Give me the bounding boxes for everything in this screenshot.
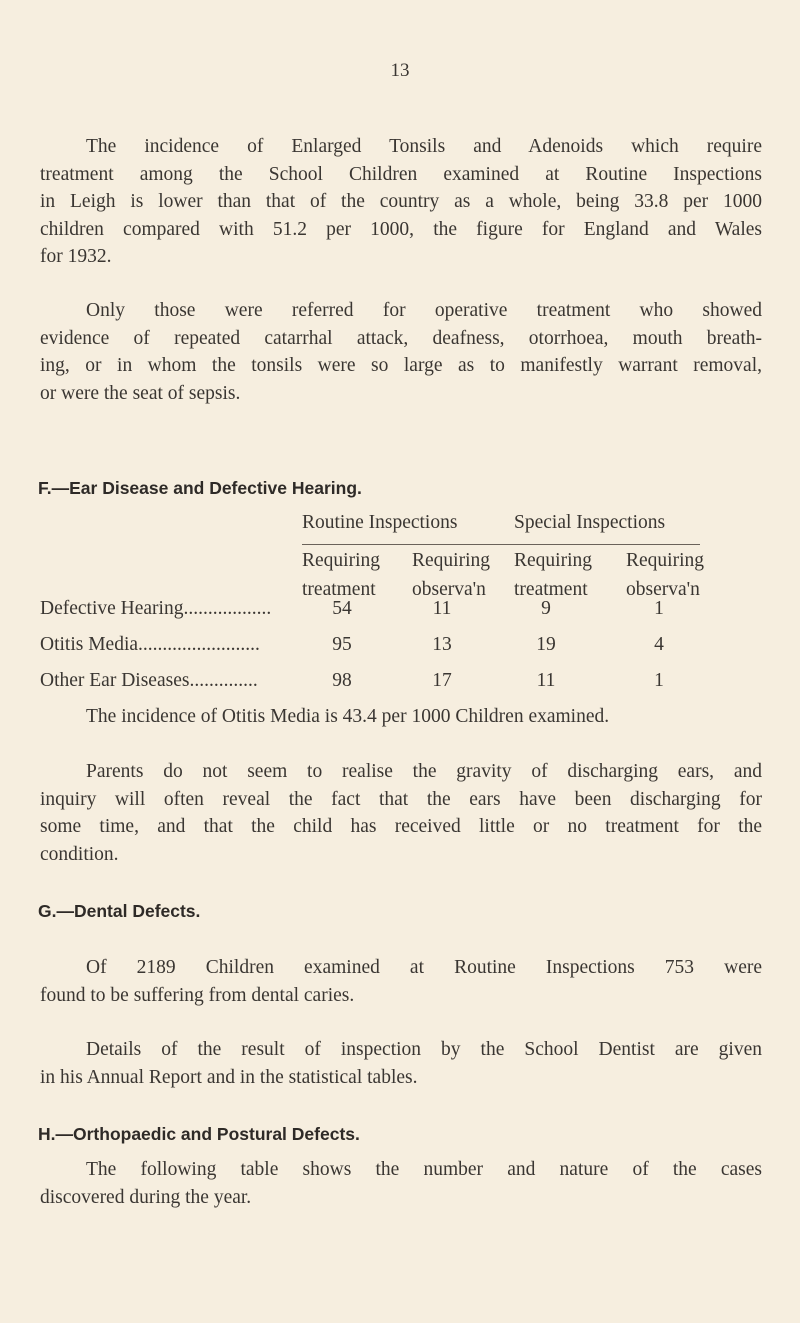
- text-line: The following table shows the number and nature of the cases: [86, 1159, 762, 1180]
- paragraph-dental-details: [40, 1036, 762, 1091]
- text-line: ing, or in whom the tonsils were so large as to manifestly warrant removal,: [40, 355, 762, 376]
- heading-dental: G.—Dental Defects.: [38, 901, 201, 921]
- text-line: Parents do not seem to realise the gravity of discharging ears, and: [86, 761, 762, 782]
- paragraph-otitis-incidence: [40, 703, 762, 731]
- column-header: observa'n: [412, 579, 486, 600]
- column-header: treatment: [514, 579, 588, 600]
- table-cell: 95: [332, 634, 352, 655]
- table-cell: 1: [654, 670, 664, 691]
- text-line: for 1932.: [40, 246, 112, 267]
- group-header-routine: Routine Inspections: [302, 512, 458, 533]
- table-cell: 98: [332, 670, 352, 691]
- text-line: evidence of repeated catarrhal attack, deafness, otorrhoea, mouth breath-: [40, 327, 762, 349]
- table-cell: 4: [654, 634, 664, 655]
- column-header: Requiring: [626, 550, 704, 571]
- column-header: Requiring: [514, 550, 592, 571]
- text-line: Of 2189 Children examined at Routine Inspections 753 were: [86, 957, 762, 978]
- paragraph-orthopaedic: [40, 1156, 762, 1211]
- table-cell: 54: [332, 598, 352, 619]
- paragraph-parents: [40, 758, 762, 868]
- heading-orthopaedic: H.—Orthopaedic and Postural Defects.: [38, 1124, 360, 1144]
- table-cell: 17: [432, 670, 452, 691]
- text-line: found to be suffering from dental caries.: [40, 984, 355, 1006]
- paragraph-dental-caries: [40, 954, 762, 1009]
- text-line: The incidence of Otitis Media is 43.4 per 1000 Children examined.: [86, 706, 610, 727]
- text-line: treatment among the School Children examined at Routine Inspections: [40, 163, 762, 185]
- row-label: Defective Hearing..................: [40, 598, 272, 619]
- column-header: treatment: [302, 579, 376, 600]
- header-rule: [302, 544, 700, 545]
- paragraph-operative: [40, 297, 762, 407]
- text-line: Only those were referred for operative treatment who showed: [86, 300, 762, 321]
- text-line: condition.: [40, 843, 119, 865]
- table-cell: 11: [432, 598, 452, 619]
- paragraph-tonsils: [40, 133, 762, 271]
- text-line: some time, and that the child has received little or no treatment for the: [40, 816, 762, 837]
- table-cell: 19: [536, 634, 556, 655]
- table-cell: 1: [654, 598, 664, 619]
- text-line: discovered during the year.: [40, 1186, 252, 1208]
- text-line: children compared with 51.2 per 1000, the figure for England and Wales: [40, 218, 762, 240]
- heading-ear-disease: F.—Ear Disease and Defective Hearing.: [38, 478, 362, 498]
- page-number: 13: [390, 60, 410, 81]
- text-line: or were the seat of sepsis.: [40, 382, 241, 404]
- column-header: observa'n: [626, 579, 700, 600]
- row-label: Otitis Media.........................: [40, 634, 260, 655]
- text-line: in his Annual Report and in the statistical tables.: [40, 1066, 418, 1088]
- text-line: in Leigh is lower than that of the country as a whole, being 33.8 per 1000: [40, 191, 762, 212]
- group-header-special: Special Inspections: [514, 512, 666, 533]
- text-line: Details of the result of inspection by the School Dentist are given: [86, 1039, 762, 1060]
- text-line: The incidence of Enlarged Tonsils and Adenoids which require: [86, 136, 762, 157]
- table-cell: 11: [536, 670, 556, 691]
- column-header: Requiring: [412, 550, 490, 571]
- table-cell: 9: [541, 598, 551, 619]
- text-line: inquiry will often reveal the fact that the ears have been discharging for: [40, 788, 762, 810]
- column-header: Requiring: [302, 550, 380, 571]
- table-cell: 13: [432, 634, 452, 655]
- row-label: Other Ear Diseases..............: [40, 670, 258, 691]
